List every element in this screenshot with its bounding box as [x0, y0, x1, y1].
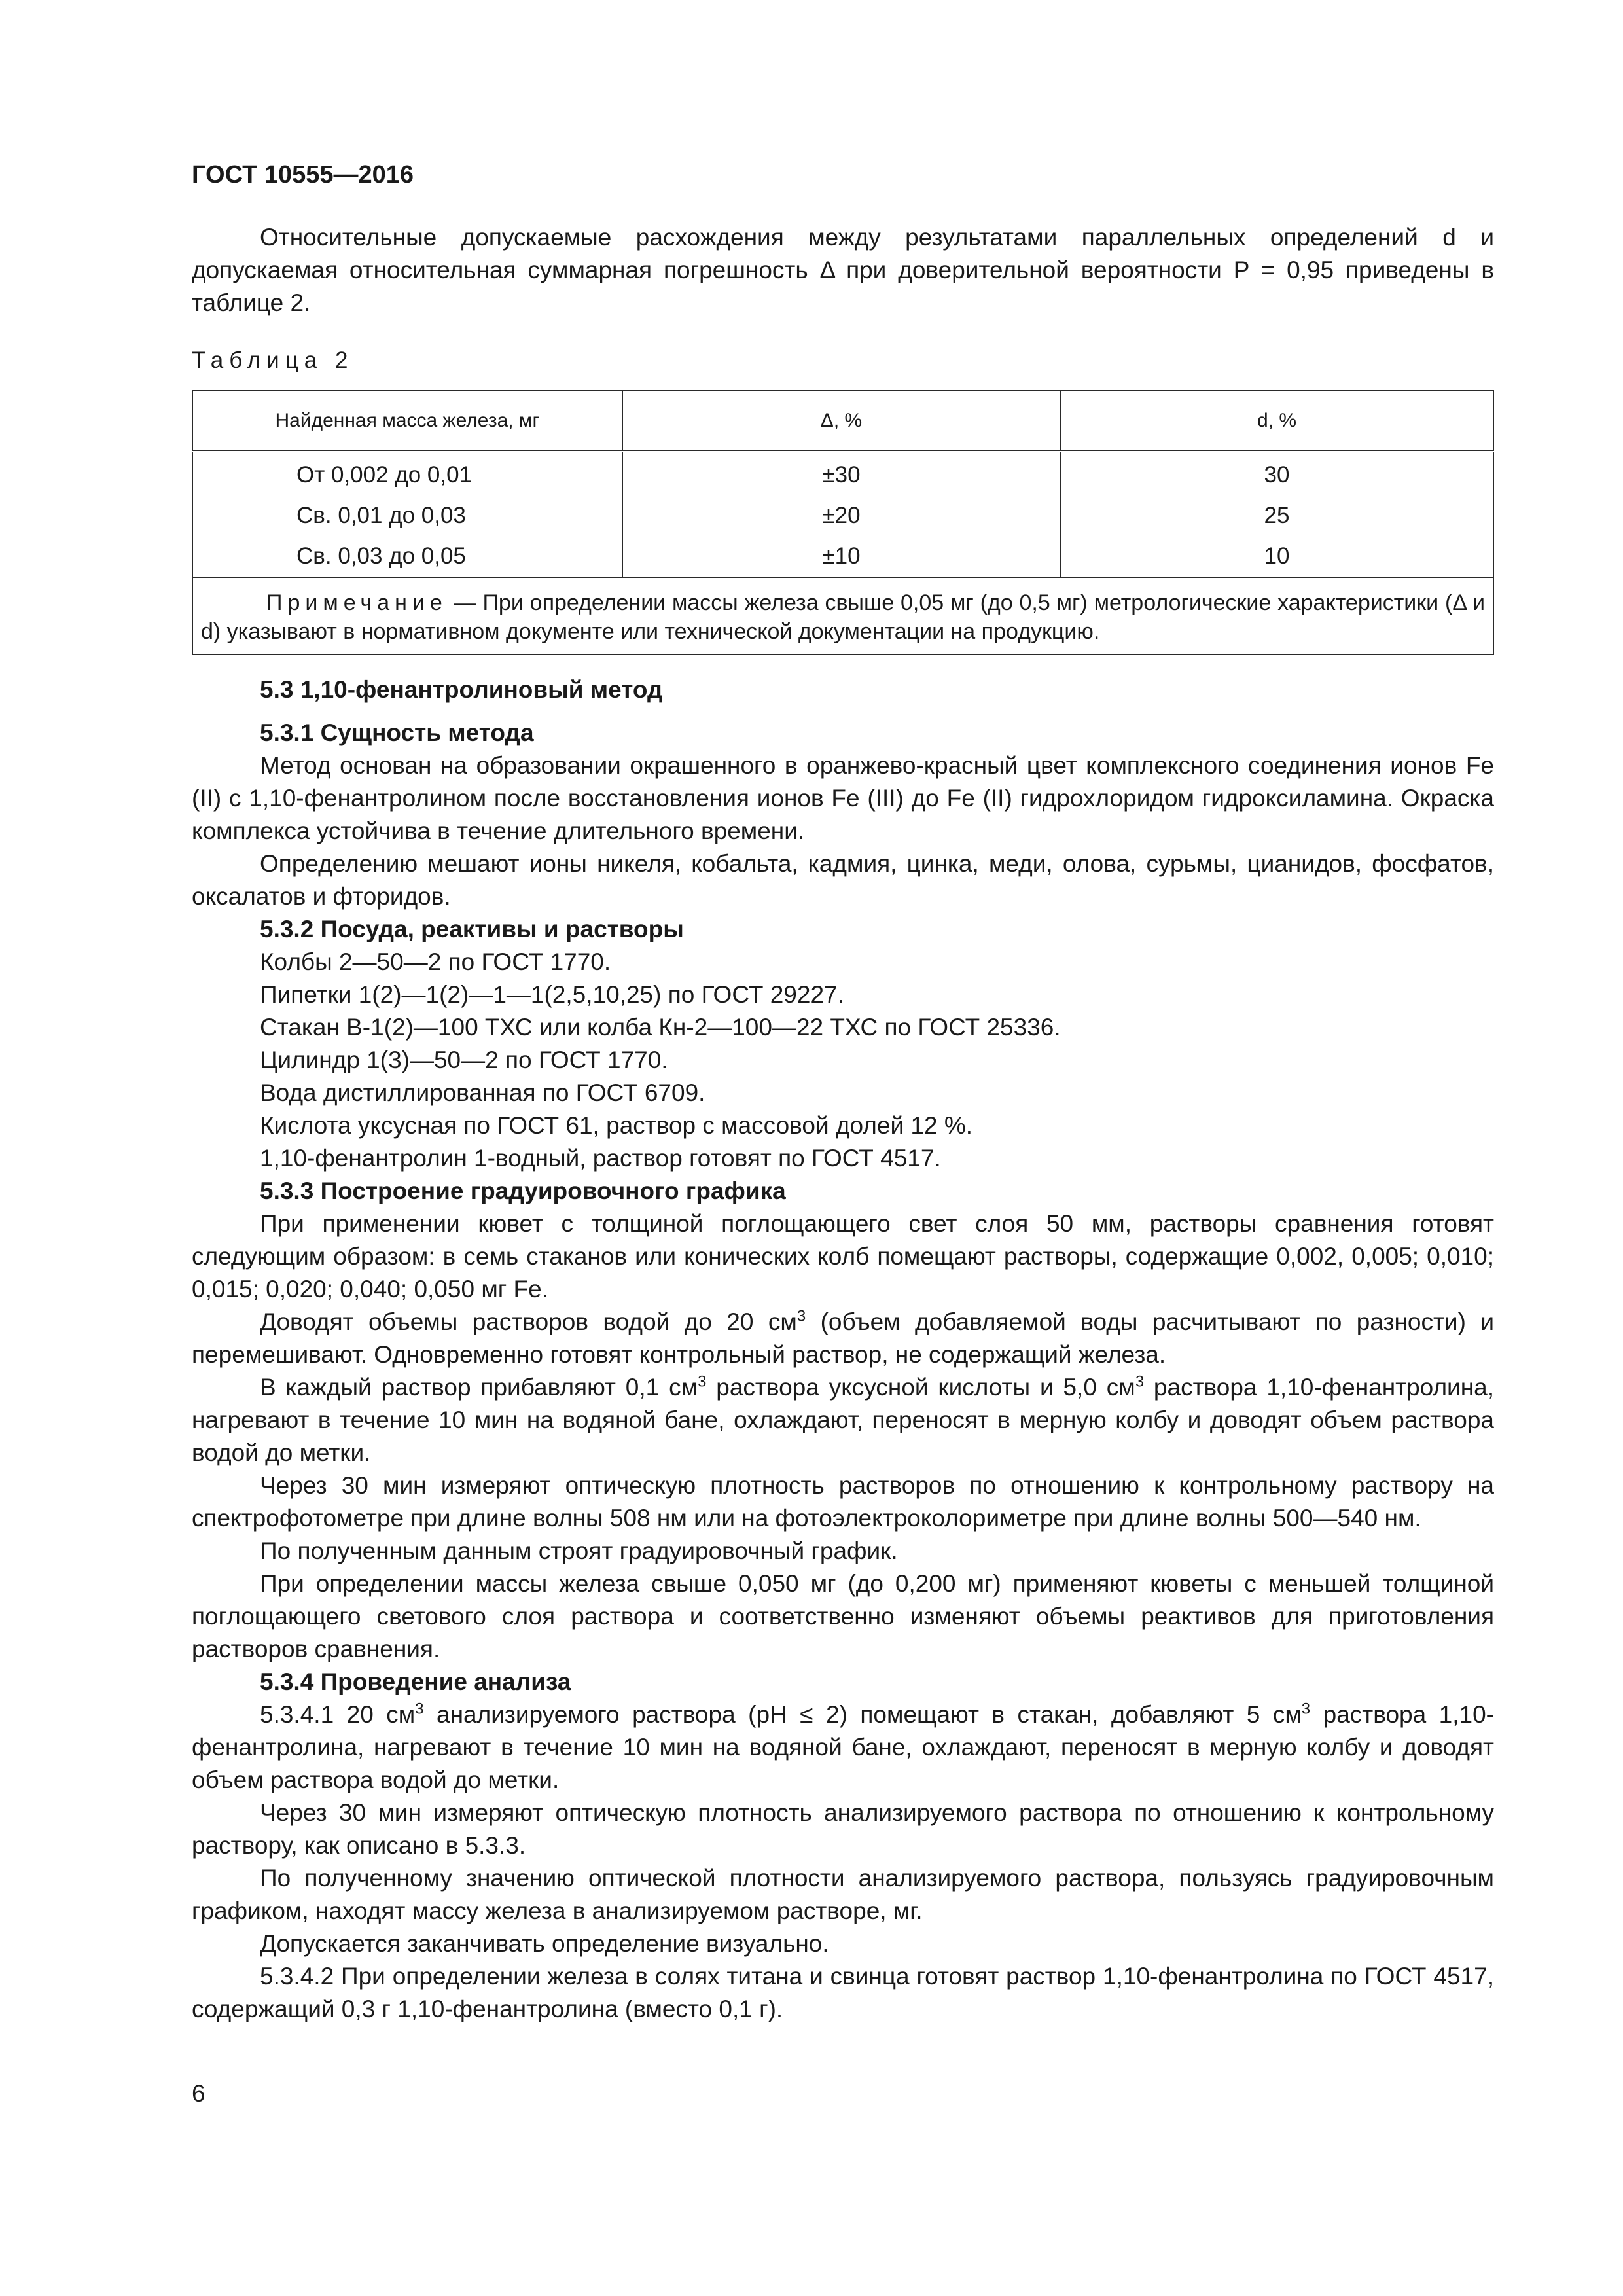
table-cell: Св. 0,03 до 0,05	[192, 536, 622, 577]
text-run: 5.3.4.1 20 см	[260, 1701, 416, 1728]
paragraph: При определении массы железа свыше 0,050 мг (до 0,200 мг) применяют кюветы с меньшей толщиной поглощающего светового слоя раствора и соответственно изменяют объемы реактивов для приготовления растворов сравнения.	[192, 1570, 1494, 1662]
table-2	[192, 390, 1494, 655]
note-label: Примечание	[266, 590, 448, 615]
text-run: (объем добавляемой воды расчитывают по разности) и перемешивают. Одновременно готовят контрольный раствор, не содержащий железа.	[192, 1308, 1494, 1368]
paragraph	[192, 1698, 1494, 1797]
paragraph: Через 30 мин измеряют оптическую плотность растворов по отношению к контрольному раствору на спектрофотометре при длине волны 508 нм или на фотоэлектроколориметре при длине волны 500—540 нм.	[192, 1472, 1494, 1532]
paragraph: Метод основан на образовании окрашенного в оранжево-красный цвет комплексного соединения ионов Fe (II) с 1,10-фенантролином после восстановления ионов Fe (III) до Fe (II) гидрохлоридом гидроксиламина. Окраска комплекса устойчива в течение длительного времени.	[192, 752, 1494, 844]
superscript: 3	[1135, 1372, 1145, 1391]
col-header-delta: Δ, %	[622, 391, 1060, 452]
table-note	[192, 577, 1493, 655]
superscript: 3	[1301, 1700, 1311, 1718]
col-header-d: d, %	[1060, 391, 1493, 452]
superscript: 3	[415, 1700, 424, 1718]
paragraph: По полученному значению оптической плотности анализируемого раствора, пользуясь градуировочным графиком, находят массу железа в анализируемом растворе, мг.	[192, 1865, 1494, 1924]
table-row	[192, 536, 1493, 577]
list-item: Пипетки 1(2)—1(2)—1—1(2,5,10,25) по ГОСТ 29227.	[260, 981, 844, 1008]
list-item: Цилиндр 1(3)—50—2 по ГОСТ 1770.	[260, 1047, 668, 1073]
paragraph: Через 30 мин измеряют оптическую плотность анализируемого раствора по отношению к контрольному раствору, как описано в 5.3.3.	[192, 1799, 1494, 1859]
paragraph: При применении кювет с толщиной поглощающего свет слоя 50 мм, растворы сравнения готовят следующим образом: в семь стаканов или конических колб помещают растворы, содержащие 0,002, 0,005; 0,010; 0,015; 0,020; 0,040; 0,050 мг Fe.	[192, 1210, 1494, 1302]
table-cell: От 0,002 до 0,01	[192, 452, 622, 496]
note-text: — При определении массы железа свыше 0,05 мг (до 0,5 мг) метрологические характеристики (Δ и d) указывают в нормативном документе или технической документации на продукцию.	[201, 590, 1485, 644]
table-row	[192, 495, 1493, 536]
document-header: ГОСТ 10555—2016	[192, 161, 414, 188]
table-cell: 30	[1060, 452, 1493, 496]
paragraph: Определению мешают ионы никеля, кобальта, кадмия, цинка, меди, олова, сурьмы, цианидов, фосфатов, оксалатов и фторидов.	[192, 850, 1494, 910]
text-run: Доводят объемы растворов водой до 20 см	[260, 1308, 797, 1335]
section-heading-5-3-4: 5.3.4 Проведение анализа	[260, 1668, 571, 1695]
paragraph	[192, 1306, 1494, 1371]
text-run: раствора уксусной кислоты и 5,0 см	[706, 1374, 1135, 1401]
table-cell: Св. 0,01 до 0,03	[192, 495, 622, 536]
text-run: раствора 1,10-фенантролина, нагревают в течение 10 мин на водяной бане, охлаждают, переносят в мерную колбу и доводят объем раствора водой до метки.	[192, 1701, 1495, 1793]
table-cell: ±20	[622, 495, 1060, 536]
table-header-row	[192, 391, 1493, 452]
table-cell: 25	[1060, 495, 1493, 536]
page-content	[192, 221, 1494, 2026]
paragraph: 5.3.4.2 При определении железа в солях титана и свинца готовят раствор 1,10-фенантролина по ГОСТ 4517, содержащий 0,3 г 1,10-фенантролина (вместо 0,1 г).	[192, 1963, 1494, 2022]
text-run: раствора 1,10-фенантролина, нагревают в течение 10 мин на водяной бане, охлаждают, переносят в мерную колбу и доводят объем раствора водой до метки.	[192, 1374, 1494, 1466]
list-item: Стакан В-1(2)—100 ТХС или колба Кн-2—100—22 ТХС по ГОСТ 25336.	[260, 1014, 1061, 1041]
text-run: анализируемого раствора (pH ≤ 2) помещают в стакан, добавляют 5 см	[423, 1701, 1302, 1728]
list-item: 1,10-фенантролин 1-водный, раствор готовят по ГОСТ 4517.	[260, 1145, 941, 1172]
section-heading-5-3: 5.3 1,10-фенантролиновый метод	[260, 676, 663, 703]
paragraph: По полученным данным строят градуировочный график.	[260, 1537, 898, 1564]
col-header-mass: Найденная масса железа, мг	[192, 391, 622, 452]
superscript: 3	[796, 1307, 806, 1325]
paragraph	[192, 1371, 1494, 1469]
table-cell: ±30	[622, 452, 1060, 496]
list-item: Вода дистиллированная по ГОСТ 6709.	[260, 1079, 705, 1106]
section-heading-5-3-2: 5.3.2 Посуда, реактивы и растворы	[260, 916, 684, 942]
table-cell: 10	[1060, 536, 1493, 577]
page-number: 6	[192, 2080, 205, 2107]
table-caption: Таблица 2	[192, 348, 354, 373]
table-note-row	[192, 577, 1493, 655]
section-heading-5-3-3: 5.3.3 Построение градуировочного графика	[260, 1177, 786, 1204]
list-item: Колбы 2—50—2 по ГОСТ 1770.	[260, 948, 611, 975]
intro-paragraph: Относительные допускаемые расхождения между результатами параллельных определений d и допускаемая относительная суммарная погрешность Δ при доверительной вероятности P = 0,95 приведены в таблице 2.	[192, 224, 1494, 316]
table-row	[192, 452, 1493, 496]
superscript: 3	[698, 1372, 707, 1391]
section-heading-5-3-1: 5.3.1 Сущность метода	[260, 719, 534, 746]
list-item: Кислота уксусная по ГОСТ 61, раствор с массовой долей 12 %.	[260, 1112, 973, 1139]
paragraph: Допускается заканчивать определение визуально.	[260, 1930, 829, 1957]
table-cell: ±10	[622, 536, 1060, 577]
text-run: В каждый раствор прибавляют 0,1 см	[260, 1374, 698, 1401]
